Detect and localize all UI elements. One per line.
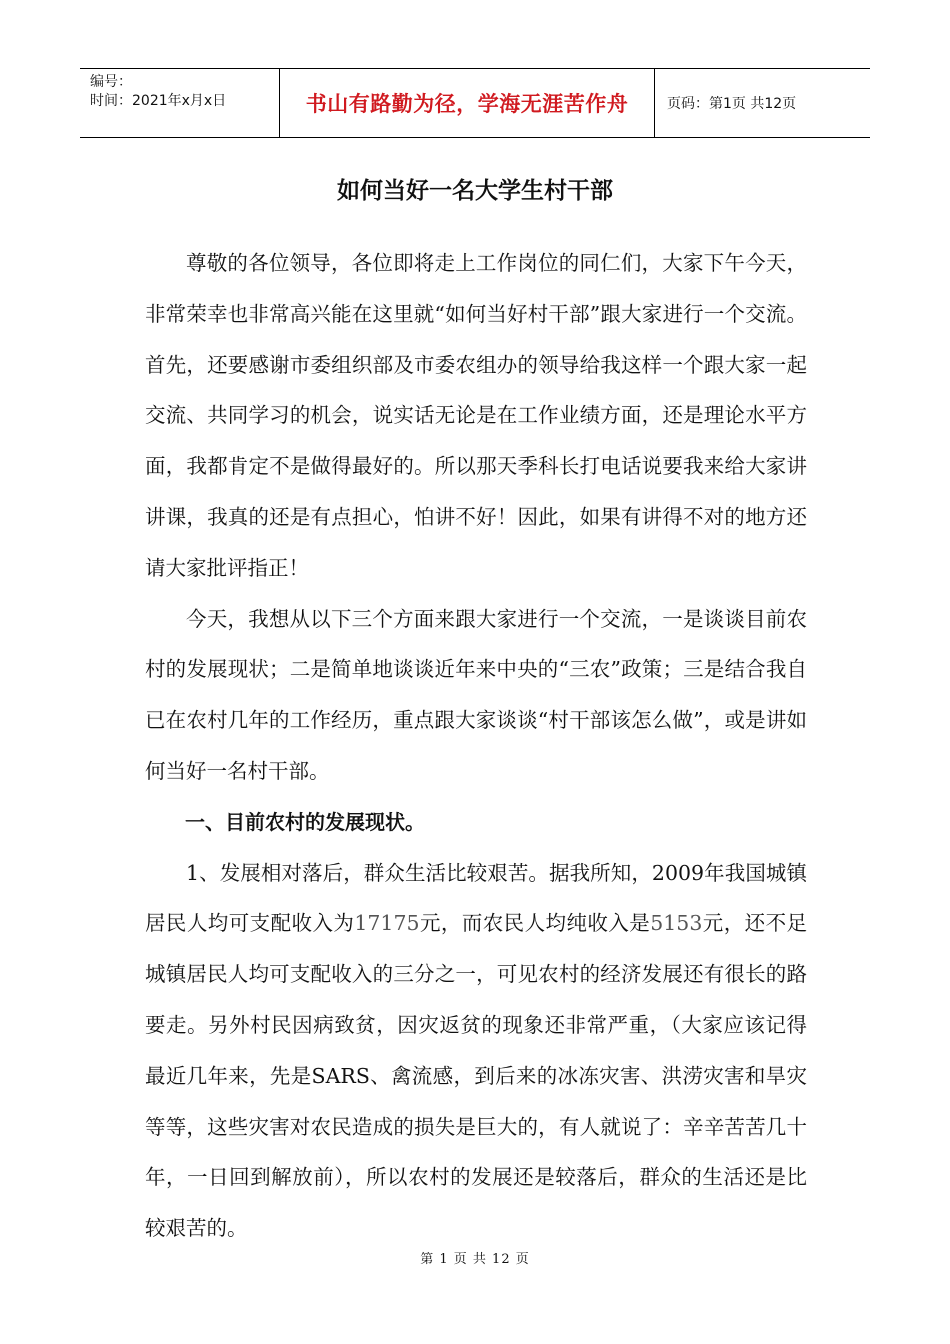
section-heading-1: 一、目前农村的发展现状。 xyxy=(185,809,425,834)
paragraph-intro: 尊敬的各位领导，各位即将走上工作岗位的同仁们，大家下午今天，非常荣幸也非常高兴能在这里就“如何当好村干部”跟大家进行一个交流。首先，还要感谢市委组织部及市委农组办的领导给我这样一个跟大家一起交流、共同学习的机会，说实话无论是在工作业绩方面，还是理论水平方面，我都肯定不是做得最好的。所以那天季科长打电话说要我来给大家讲讲课，我真的还是有点担心，怕讲不好！因此，如果有讲得不对的地方还请大家批评指正！ xyxy=(145,251,807,580)
header-page-info: 页码：第1页 共12页 xyxy=(667,96,797,112)
time-label: 时间：2021年x月x日 xyxy=(90,93,227,109)
number-label: 编号： xyxy=(90,74,132,90)
urban-income-value: 17175 xyxy=(354,911,420,936)
paragraph-part: 1、发展相对落后，群众生活比较艰苦。据我所知，2009年我国城镇居民人均可支配收入为 xyxy=(145,860,807,936)
paragraph-outline: 今天，我想从以下三个方面来跟大家进行一个交流，一是谈谈目前农村的发展现状；二是简单地谈谈近年来中央的“三农”政策；三是结合我自已在农村几年的工作经历，重点跟大家谈谈“村干部该怎么做”，或是讲如何当好一名村干部。 xyxy=(145,606,807,783)
paragraph-development xyxy=(145,848,807,1254)
document-body xyxy=(145,238,807,1254)
rural-income-value: 5153 xyxy=(650,911,703,936)
header-motto-cell xyxy=(280,69,655,137)
paragraph-part: 元，而农民人均纯收入是 xyxy=(419,911,651,936)
document-header xyxy=(80,68,870,138)
document-title: 如何当好一名大学生村干部 xyxy=(337,178,613,204)
paragraph-part: 元，还不足城镇居民人均可支配收入的三分之一，可见农村的经济发展还有很长的路要走。另外村民因病致贫，因灾返贫的现象还非常严重，（大家应该记得最近几年来，先是SARS、禽流感，到后来的冰冻灾害、洪涝灾害和旱灾等等，这些灾害对农民造成的损失是巨大的，有人就说了：辛辛苦苦几十年，一日回到解放前），所以农村的发展还是较落后，群众的生活还是比较艰苦的。 xyxy=(145,911,808,1241)
header-page-info-cell xyxy=(655,69,870,137)
header-meta xyxy=(80,69,280,137)
header-motto: 书山有路勤为径，学海无涯苦作舟 xyxy=(305,92,629,116)
page-footer: 第 1 页 共 12 页 xyxy=(420,1252,530,1267)
